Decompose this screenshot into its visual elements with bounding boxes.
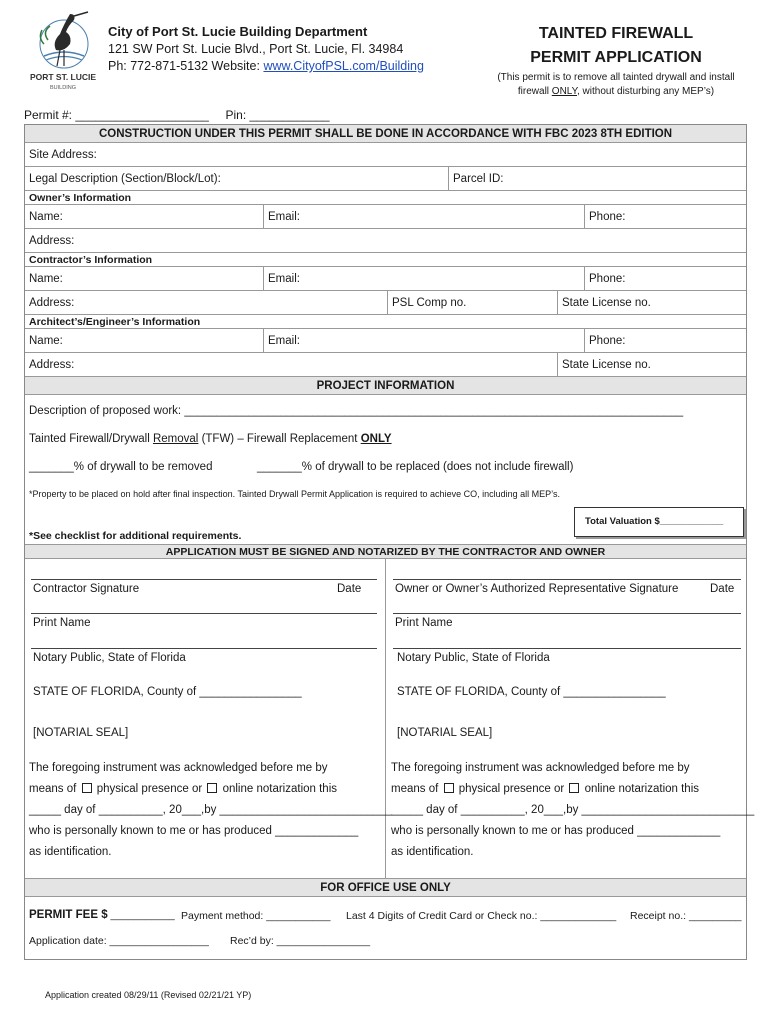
last4-digits-field[interactable]: Last 4 Digits of Credit Card or Check no.: _____________ <box>346 910 617 922</box>
contractor-date-label: Date <box>337 583 362 595</box>
architect-email-label: Email: <box>263 329 300 352</box>
page-header <box>0 0 770 106</box>
owner-address-label: Address: <box>29 235 75 247</box>
contractor-ack-line4[interactable]: who is personally known to me or has produced _____________ <box>29 825 359 837</box>
permit-number-field[interactable]: Permit #: ____________________ <box>24 108 209 122</box>
legal-description-row[interactable] <box>25 167 746 191</box>
contractor-county-field[interactable]: STATE OF FLORIDA, County of ________________ <box>33 686 302 698</box>
phone-text: Ph: 772-871-5132 Website: <box>108 59 264 73</box>
owner-notary-line[interactable] <box>393 648 741 649</box>
receipt-no-field[interactable]: Receipt no.: _________ <box>630 910 742 922</box>
site-address-row[interactable] <box>25 143 746 167</box>
owner-signature-label: Owner or Owner’s Authorized Representative Signature <box>395 583 679 595</box>
owner-name-row[interactable] <box>25 205 746 229</box>
owner-date-label: Date <box>710 583 735 595</box>
signature-section <box>25 559 755 879</box>
contractor-print-label: Print Name <box>33 617 91 629</box>
contractor-notarial-seal: [NOTARIAL SEAL] <box>33 727 129 739</box>
work-description-field[interactable]: Description of proposed work: ______________________________________________________________________________ <box>29 405 684 417</box>
contractor-signature-block <box>25 559 393 878</box>
website-link[interactable]: www.CityofPSL.com/Building <box>263 59 424 73</box>
department-address: 121 SW Port St. Lucie Blvd., Port St. Lucie, Fl. 34984 <box>108 42 404 56</box>
owner-county-field[interactable]: STATE OF FLORIDA, County of ________________ <box>397 686 666 698</box>
owner-ack-line4[interactable]: who is personally known to me or has produced _____________ <box>391 825 721 837</box>
form-title-line1: TAINTED FIREWALL <box>538 25 694 42</box>
form-title-line2: PERMIT APPLICATION <box>530 49 702 66</box>
owner-print-label: Print Name <box>395 617 453 629</box>
online-notarization-checkbox[interactable] <box>207 783 217 793</box>
department-name: City of Port St. Lucie Building Department <box>108 24 368 39</box>
pin-field[interactable]: Pin: ____________ <box>225 108 330 122</box>
psl-comp-label: PSL Comp no. <box>387 291 466 314</box>
pct-replaced-field[interactable]: _______% of drywall to be replaced (does not include firewall) <box>257 461 574 473</box>
svg-text:BUILDING: BUILDING <box>50 85 76 91</box>
project-section <box>25 395 746 545</box>
architect-license-label: State License no. <box>557 353 651 376</box>
owner-address-row[interactable] <box>25 229 746 253</box>
contractor-phone-label: Phone: <box>584 267 625 290</box>
owner-ack-line5: as identification. <box>391 846 474 858</box>
contractor-address-row[interactable] <box>25 291 746 315</box>
contractor-ack-line5: as identification. <box>29 846 112 858</box>
contractor-notary-line[interactable] <box>31 648 377 649</box>
owner-section-head: Owner’s Information <box>25 191 746 205</box>
project-banner: PROJECT INFORMATION <box>25 377 746 395</box>
physical-presence-checkbox[interactable] <box>82 783 92 793</box>
architect-phone-label: Phone: <box>584 329 625 352</box>
payment-method-field[interactable]: Payment method: ___________ <box>181 910 331 922</box>
owner-phone-label: Phone: <box>584 205 625 228</box>
department-contact <box>108 59 424 73</box>
heron-logo-icon <box>30 10 96 94</box>
contractor-print-line[interactable] <box>31 613 377 614</box>
owner-email-label: Email: <box>263 205 300 228</box>
received-by-field[interactable]: Rec’d by: ________________ <box>230 935 371 947</box>
contractor-signature-line[interactable] <box>31 579 377 580</box>
permit-fee-field[interactable]: PERMIT FEE $ ___________ <box>29 909 175 921</box>
owner-ack-line3[interactable]: _____ day of __________, 20___,by ___________________________ <box>391 804 755 816</box>
online-notarization-checkbox[interactable] <box>569 783 579 793</box>
application-date-field[interactable]: Application date: _________________ <box>29 935 209 947</box>
owner-ack-line2: means of physical presence or online notarization this <box>391 783 700 795</box>
architect-name-label: Name: <box>29 335 63 347</box>
owner-print-line[interactable] <box>393 613 741 614</box>
contractor-email-label: Email: <box>263 267 300 290</box>
contractor-signature-label: Contractor Signature <box>33 583 140 595</box>
physical-presence-checkbox[interactable] <box>444 783 454 793</box>
contractor-notary-label: Notary Public, State of Florida <box>33 652 186 664</box>
hold-note: *Property to be placed on hold after final inspection. Tainted Drywall Permit Application is required to achieve CO, including all MEP’s. <box>29 489 560 499</box>
contractor-license-label: State License no. <box>557 291 651 314</box>
signature-banner: APPLICATION MUST BE SIGNED AND NOTARIZED BY THE CONTRACTOR AND OWNER <box>25 545 746 559</box>
contractor-ack-line3[interactable]: _____ day of __________, 20___,by ___________________________ <box>29 804 393 816</box>
contractor-name-label: Name: <box>29 273 63 285</box>
parcel-id-label: Parcel ID: <box>448 167 504 190</box>
contractor-name-row[interactable] <box>25 267 746 291</box>
owner-name-label: Name: <box>29 211 63 223</box>
owner-signature-block <box>386 559 755 878</box>
architect-name-row[interactable] <box>25 329 746 353</box>
contractor-ack-line1: The foregoing instrument was acknowledged before me by <box>29 762 328 774</box>
owner-signature-line[interactable] <box>393 579 741 580</box>
tfw-line: Tainted Firewall/Drywall Removal (TFW) – Firewall Replacement ONLY <box>29 433 392 445</box>
architect-address-label: Address: <box>29 359 75 371</box>
pct-removed-field[interactable]: _______% of drywall to be removed <box>29 461 213 473</box>
revision-footer: Application created 08/29/11 (Revised 02/21/21 YP) <box>45 990 252 1000</box>
legal-description-label: Legal Description (Section/Block/Lot): <box>29 173 221 185</box>
architect-section-head: Architect’s/Engineer’s Information <box>25 315 746 329</box>
site-address-label: Site Address: <box>29 149 97 161</box>
contractor-address-label: Address: <box>29 297 75 309</box>
architect-address-row[interactable] <box>25 353 746 377</box>
owner-notary-label: Notary Public, State of Florida <box>397 652 550 664</box>
city-logo <box>30 10 96 94</box>
office-use-banner: FOR OFFICE USE ONLY <box>25 879 746 897</box>
total-valuation-field[interactable]: Total Valuation $____________ <box>574 507 744 537</box>
contractor-ack-line2: means of physical presence or online notarization this <box>29 783 338 795</box>
office-use-section <box>25 897 746 959</box>
owner-notarial-seal: [NOTARIAL SEAL] <box>397 727 493 739</box>
permit-pin-line <box>24 108 330 122</box>
fbc-banner: CONSTRUCTION UNDER THIS PERMIT SHALL BE DONE IN ACCORDANCE WITH FBC 2023 8TH EDITION <box>25 125 746 143</box>
owner-ack-line1: The foregoing instrument was acknowledged before me by <box>391 762 690 774</box>
checklist-note: *See checklist for additional requirements. <box>29 530 242 542</box>
contractor-section-head: Contractor’s Information <box>25 253 746 267</box>
svg-text:PORT ST. LUCIE: PORT ST. LUCIE <box>30 72 96 82</box>
application-form <box>24 124 755 960</box>
permit-note: (This permit is to remove all tainted drywall and install firewall ONLY, without disturbing any MEP’s) <box>497 72 735 97</box>
